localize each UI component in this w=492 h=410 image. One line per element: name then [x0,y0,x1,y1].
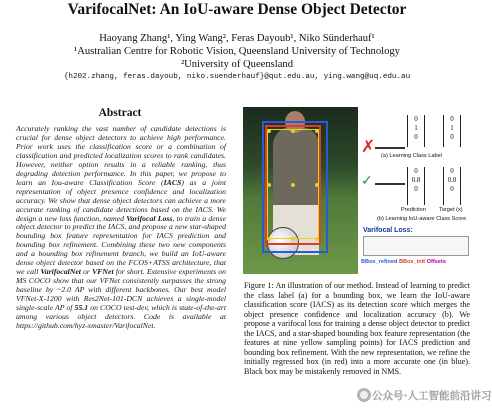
iacs-term: IACS [163,177,182,187]
vector-entry: 0 [450,115,454,123]
vfnet-term: VFNet [92,267,114,277]
figure-photo [243,107,358,274]
vector-entry: 0 [414,133,418,141]
sampling-point [291,237,295,241]
figure-caption: Figure 1: An illustration of our method. Instead of learning to predict the class label (a) for a bounding box, we learn the IoU-aware classification score (IACS) as its detection score which merges the object presence confidence and localization accuracy (b). We propose a varifocal loss for training a dense object detector to predict the IACS, and a star-shaped bounding box feature representation (the features at nine yellow sampling points) for IACS prediction and bounding box refinement. With the new representation, we refine the initially regressed box (in red) into a more accurate one (in blue). Black box may be mistakenly removed in NMS. [244,281,470,376]
abstract-text: on COCO test-dev, which is state-of-the-art among various object detectors. Code is available at https://github.com/hyz-xmaster/VarifocalNet. [16,303,227,330]
vector-entry: 0.8 [447,176,457,184]
sampling-point [267,237,271,241]
vector-entry: 0 [450,167,454,175]
loss-formula [363,236,469,256]
loss-legend [361,259,471,265]
sampling-point [315,237,319,241]
sampling-point [315,183,319,187]
vector-entry: 1 [414,124,418,132]
prediction-vector [407,167,425,205]
vector-entry: 0 [414,115,418,123]
arrow [375,147,405,149]
arrow [375,183,405,185]
authors: Haoyang Zhang¹, Ying Wang², Feras Dayoub¹, Niko Sünderhauf¹ [99,33,375,44]
abstract-text: Accurately ranking the vast number of candidate detections is crucial for dense object detectors to achieve high performance. Prior work uses the classification score or a combination of classification and predicted localization scores to rank candidates. However, neither option results in a reliable ranking, thus degrading detection performance. In this paper, we propose to learn an Iou-aware Classification Score ( [16,124,226,187]
vector-entry: 0.8 [411,176,421,184]
abstract-body [16,125,226,331]
sampling-point [267,129,271,133]
vector-entry: 0 [450,133,454,141]
class-label-vector [407,115,425,147]
vector-entry: 0 [414,185,418,193]
class-target-vector [443,115,461,147]
method-diagram [361,107,471,274]
label-target: Target (x) [439,207,463,213]
varifocalnet-term: VarifocalNet [40,267,81,277]
sampling-point [267,183,271,187]
legend-bbox-refined: BBox_refined [361,259,398,265]
watermark: 公众号·人工智能前沿讲习 [372,390,492,402]
abstract-text: , to train a dense object detector to predict the IACS, and propose a new star-shaped bounding box feature representation for IACS prediction and bounding box refinement. Combining these two new components and a bounding box refinement branch, we build an IoU-aware dense object detector based on the FCOS+ATSS architecture, that we call [16,213,227,277]
abstract-heading: Abstract [98,107,142,119]
loss-title: Varifocal Loss: [363,227,413,234]
abstract-text: for short. Extensive experiments on MS COCO show that our VFNet consistently surpasses the strong baseline by ~2.0 AP with different backbones. Our best model VFNet-X-1200 with Res2Net-101-DCN achieves a single-model single-scale AP of [16,267,226,313]
author-emails: {h202.zhang, feras.dayoub, niko.suenderhauf}@qut.edu.au, ying.wang@uq.edu.au [63,73,411,81]
vector-entry: 1 [450,124,454,132]
figure-1 [243,107,471,274]
check-icon: ✓ [361,173,373,189]
legend-offsets: Offsets [426,259,446,265]
abstract-text: or [80,267,93,277]
label-prediction: Prediction [401,207,426,213]
sampling-point [291,183,295,187]
abstract-text: ) as a joint representation of object presence confidence and localization accuracy. We show that dense object detectors can achieve a more accurate ranking of candidate detections based on the IACS. We design a new loss function, named [16,177,227,223]
affiliation-2: ²University of Queensland [180,59,294,70]
ap-value: 55.1 [74,303,89,313]
affiliation-1: ¹Australian Centre for Robotic Vision, Queensland University of Technology [74,46,400,57]
label-learning-iacs: (b) Learning IoU-aware Class Score [377,216,467,222]
target-vector [443,167,461,205]
sampling-point [291,129,295,133]
cross-icon: ✗ [361,137,376,157]
wechat-icon [357,388,371,402]
vector-entry: 0 [414,167,418,175]
varifocal-loss-term: Varifocal Loss [126,213,173,223]
paper-title: VarifocalNet: An IoU-aware Dense Object Detector [67,1,407,18]
vector-entry: 0 [450,185,454,193]
sampling-point [315,129,319,133]
label-learning-class: (a) Learning Class Label [381,153,442,159]
legend-bbox-init: BBox_init [398,259,426,265]
